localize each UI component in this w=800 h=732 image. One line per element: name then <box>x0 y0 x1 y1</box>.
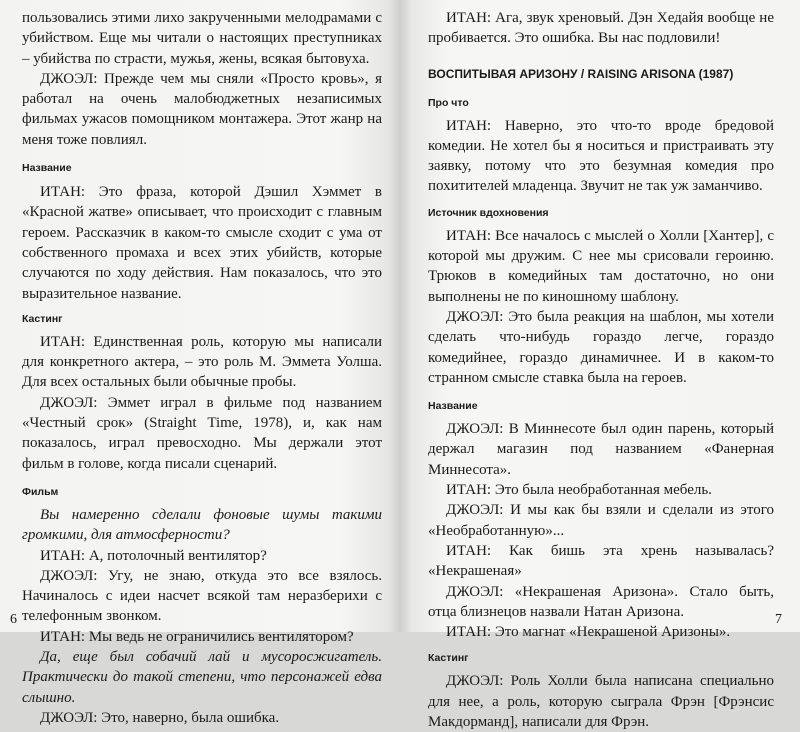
section-heading: Кастинг <box>428 652 469 665</box>
paragraph: ИТАН: Это фраза, которой Дэшил Хэммет в «Красной жатве» описывает, что происходит с главным героем. Рассказчик в каком-то смысле сходит с ума от собственного промаха и всех этих убийств, которые случаются по ходу действия. Нам показалось, что это выразительное название. <box>22 184 382 302</box>
page-number: 6 <box>10 612 17 627</box>
left-page <box>0 0 400 726</box>
paragraph: ИТАН: Как бишь эта хрень называлась? «Некрашеная» <box>428 542 774 580</box>
question-paragraph: Вы намеренно сделали фоновые шумы такими громкими, для атмосферности? <box>22 506 382 544</box>
left-page-text <box>22 8 382 728</box>
paragraph: ИТАН: Это была необработанная мебель. <box>446 482 712 499</box>
section-heading: Кастинг <box>22 312 63 325</box>
right-page <box>400 0 800 731</box>
right-page-text <box>428 8 774 732</box>
chapter-title: ВОСПИТЫВАЯ АРИЗОНУ / RAISING ARISONA (1987) <box>428 66 734 81</box>
paragraph: ДЖОЭЛ: Эммет играл в фильме под названием «Честный срок» (Straight Time, 1978), и, как нам показалось, играл превосходно. Мы держали этот фильм в голове, когда писали сценарий. <box>22 394 382 472</box>
paragraph: ИТАН: Ага, звук хреновый. Дэн Хедайя вообще не пробивается. Это ошибка. Вы нас подловили! <box>428 10 774 47</box>
paragraph: ИТАН: Наверно, это что-то вроде бредовой комедии. Не хотел бы я носиться и пристраивать эту заявку, потому что это безумная комедия про похитителей младенца. Звучит не так уж заманчиво. <box>428 117 774 195</box>
section-heading: Название <box>22 162 72 175</box>
paragraph: ДЖОЭЛ: В Миннесоте был один парень, который держал магазин под названием «Фанерная Миннесота». <box>428 421 774 478</box>
section-heading: Фильм <box>22 485 59 498</box>
question-paragraph: Да, еще был собачий лай и мусоросжигатель. Практически до такой степени, что персонажей едва слышно. <box>22 649 382 706</box>
paragraph: пользовались этими лихо закрученными мелодрамами с убийством. Еще мы читали о настоящих преступниках – убийства по страсти, мужья, жены, всякая бытовуха. <box>22 10 382 67</box>
paragraph: ДЖОЭЛ: Угу, не знаю, откуда это все взялось. Начиналось с идеи насчет всякой там неразберихи с телефонным звонком. <box>22 567 382 625</box>
section-heading: Название <box>428 400 478 413</box>
paragraph: ИТАН: А, потолочный вентилятор? <box>40 547 267 564</box>
paragraph: ДЖОЭЛ: Это была реакция на шаблон, мы хотели сделать что-нибудь гораздо легче, гораздо комедийнее, гораздо динамичнее. И в каком-то странном смысле ставка была на героев. <box>428 308 774 386</box>
paragraph: ИТАН: Все началось с мыслей о Холли [Хантер], с которой мы дружим. С нее мы срисовали героиню. Трюков в комедийных там достаточно, но они выполнены не по киношному шаблону. <box>428 227 774 305</box>
section-heading: Про что <box>428 96 469 109</box>
paragraph: ДЖОЭЛ: «Некрашеная Аризона». Стало быть, отца близнецов назвали Натан Аризона. <box>428 583 774 620</box>
paragraph: ДЖОЭЛ: Это, наверно, была ошибка. <box>40 709 280 726</box>
paragraph: ИТАН: Мы ведь не ограничились вентилятором? <box>40 628 354 645</box>
paragraph: ДЖОЭЛ: Роль Холли была написана специально для нее, а роль, которую сыграла Фрэн [Фрэнсис Макдорманд], написали для Фрэн. <box>428 673 774 731</box>
section-heading: Источник вдохновения <box>428 206 549 219</box>
page-number: 7 <box>775 612 782 627</box>
paragraph: ИТАН: Это магнат «Некрашеной Аризоны». <box>446 624 731 641</box>
paragraph: ДЖОЭЛ: Прежде чем мы сняли «Просто кровь», я работал на очень малобюджетных незаписимых фильмах ужасов помощником монтажера. Этот жанр на меня тоже повлиял. <box>22 70 382 148</box>
paragraph: ДЖОЭЛ: И мы как бы взяли и сделали из этого «Необработанную»... <box>428 502 774 539</box>
paragraph: ИТАН: Единственная роль, которую мы написали для конкретного актера, – это роль М. Эмметa Уолша. Для всех остальных были обычные пробы. <box>22 333 382 391</box>
